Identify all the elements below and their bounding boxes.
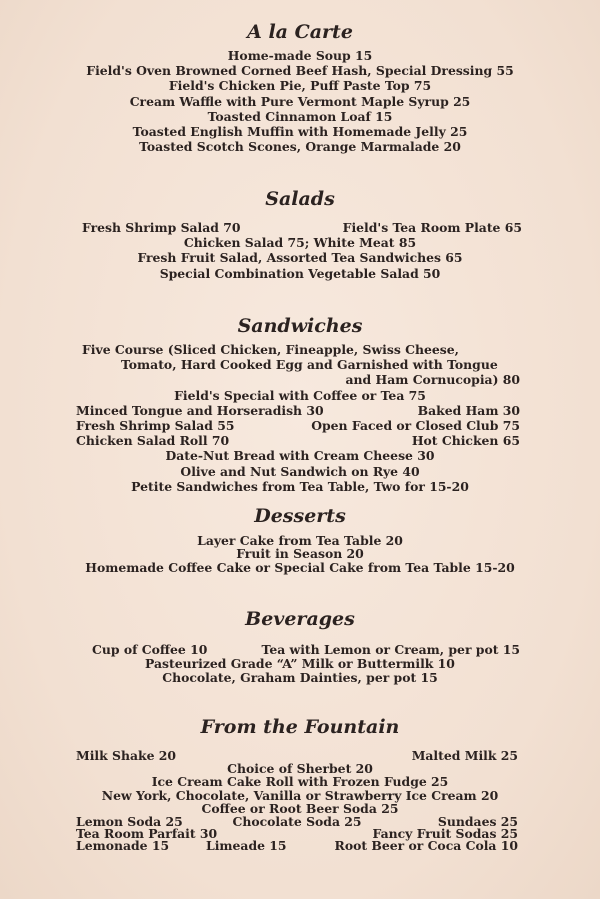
menu-row [76,418,524,433]
menu-item: Chicken Salad 75; White Meat 85 [183,235,417,251]
menu-item: Chocolate, Graham Dainties, per pot 15 [162,670,438,686]
menu-item: Fancy Fruit Sodas 25 [372,825,518,841]
menu-item: Lemon Soda 25 [76,813,183,829]
menu-item: Fresh Shrimp Salad 70 [82,220,241,235]
menu-item: Lemonade 15 [76,837,170,853]
menu-item: Toasted Scotch Scones, Orange Marmalade 20 [139,139,461,155]
menu-item: Home-made Soup 15 [227,48,373,63]
menu-item: Ice Cream Cake Roll with Frozen Fudge 25 [151,774,449,789]
section-title: Sandwiches [237,315,363,337]
menu-item: Special Combination Vegetable Salad 50 [159,265,441,281]
menu-item: Hot Chicken 65 [411,433,520,449]
section-title: Beverages [245,608,355,630]
section-title: A la Carte [247,21,353,43]
menu-item: Toasted Cinnamon Loaf 15 [207,108,393,124]
menu-item: Fresh Shrimp Salad 55 [76,418,235,434]
section-a-la-carte [76,20,524,154]
menu-item: Sundaes 25 [437,813,518,829]
menu-item: Fresh Fruit Salad, Assorted Tea Sandwiches 65 [137,250,463,266]
menu-item: Limeade 15 [206,837,287,853]
menu-item: Malted Milk 25 [411,748,518,763]
section-beverages [76,607,524,685]
menu-item: Fruit in Season 20 [236,546,364,562]
menu-item: Tea Room Parfait 30 [76,825,218,841]
menu-item: Field's Oven Browned Corned Beef Hash, Special Dressing 55 [86,63,514,79]
menu-row [76,837,524,853]
menu-item: Milk Shake 20 [76,748,177,763]
menu-item: Date-Nut Bread with Cream Cheese 30 [165,448,435,464]
section-desserts [76,504,524,575]
menu-item: Choice of Sherbet 20 [227,761,373,776]
menu-item: Chocolate Soda 25 [232,813,362,829]
menu-item: Baked Ham 30 [417,402,520,418]
menu-item: Tea with Lemon or Cream, per pot 15 [261,642,520,657]
section-sandwiches [76,314,524,494]
menu-item: Homemade Coffee Cake or Special Cake from Tea Table 15-20 [85,560,515,576]
menu-item: Five Course (Sliced Chicken, Fineapple, Swiss Cheese, [82,342,459,357]
section-title: Desserts [254,505,346,527]
menu-item: Olive and Nut Sandwich on Rye 40 [180,463,420,479]
menu-item: Coffee or Root Beer Soda 25 [201,801,399,816]
menu-item: Cup of Coffee 10 [92,642,208,657]
menu-item: Cream Waffle with Pure Vermont Maple Syrup 25 [129,93,471,109]
menu-row [76,642,524,657]
menu-item: Tomato, Hard Cooked Egg and Garnished with Tongue [121,357,498,373]
menu-item: Root Beer or Coca Cola 10 [334,837,518,853]
menu-item: Layer Cake from Tea Table 20 [197,533,403,548]
section-fountain [76,715,524,852]
menu-item: New York, Chocolate, Vanilla or Strawberry Ice Cream 20 [101,787,499,803]
menu-item: Open Faced or Closed Club 75 [311,418,520,434]
menu-item: Petite Sandwiches from Tea Table, Two for 15-20 [131,478,469,494]
section-title: Salads [265,188,335,210]
menu-item: and Ham Cornucopia) 80 [345,372,520,388]
menu-item: Toasted English Muffin with Homemade Jelly 25 [132,124,468,140]
menu-item: Minced Tongue and Horseradish 30 [76,402,324,418]
menu-item: Pasteurized Grade “A” Milk or Buttermilk 10 [145,656,455,672]
menu-item: Field's Chicken Pie, Puff Paste Top 75 [168,78,432,94]
menu-item: Field's Tea Room Plate 65 [342,220,522,235]
section-title: From the Fountain [200,716,400,738]
menu-row [76,220,524,235]
menu-item: Field's Special with Coffee or Tea 75 [174,387,426,403]
section-salads [76,187,524,281]
menu-row [76,433,524,448]
menu-row [76,403,524,418]
menu-item: Chicken Salad Roll 70 [76,433,230,449]
